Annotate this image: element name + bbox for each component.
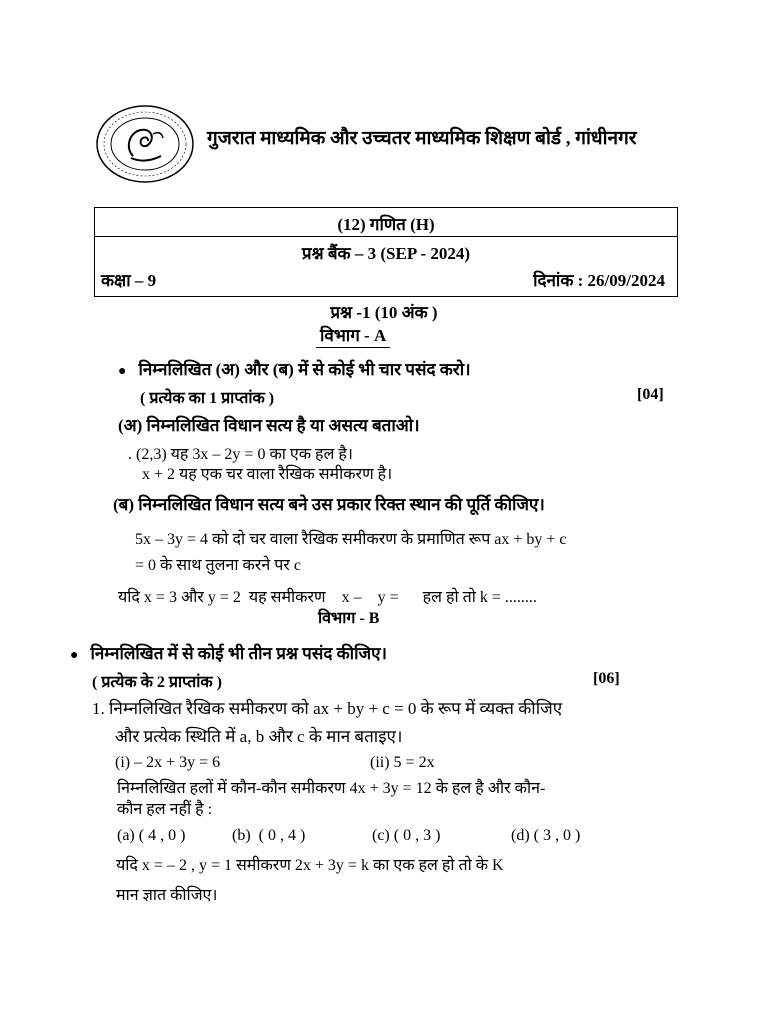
class-label: कक्षा – 9	[101, 271, 157, 290]
subject-title: (12) गणित (H)	[337, 215, 435, 234]
section-a-marks-total: [04]	[637, 386, 664, 403]
section-b-heading: विभाग - B	[318, 610, 380, 627]
question-option: (a) ( 4 , 0 )	[117, 827, 186, 844]
question-line: 1. निम्नलिखित रैखिक समीकरण को ax + by + c = 0 के रूप में व्यक्त कीजिए	[92, 699, 563, 718]
question-option: (b) ( 0 , 4 )	[232, 827, 306, 844]
part-b-heading: (ब) निम्नलिखित विधान सत्य बने उस प्रकार रिक्त स्थान की पूर्ति कीजिए।	[113, 495, 545, 514]
date-label: दिनांक : 26/09/2024	[533, 271, 665, 290]
board-seal-icon	[95, 104, 195, 184]
question-option: (i) – 2x + 3y = 6	[115, 754, 221, 771]
question-line: और प्रत्येक स्थिति में a, b और c के मान बताइए।	[115, 727, 403, 746]
section-a-instruction: ● निम्नलिखित (अ) और (ब) में से कोई भी चार पसंद करो।	[118, 360, 471, 379]
question-line: मान ज्ञात कीजिए।	[116, 887, 218, 904]
box-divider	[95, 236, 677, 237]
part-a-heading: (अ) निम्नलिखित विधान सत्य है या असत्य बताओ।	[118, 416, 420, 435]
question-option: (ii) 5 = 2x	[370, 754, 435, 771]
question-option: (c) ( 0 , 3 )	[372, 827, 441, 844]
question-title: प्रश्न -1 (10 अंक )	[330, 303, 438, 322]
bullet-icon: ●	[118, 364, 127, 379]
section-a-heading: विभाग - A	[316, 323, 390, 348]
section-b-marks-total: [06]	[593, 670, 620, 687]
section-b-marks-note: ( प्रत्येक के 2 प्राप्तांक )	[92, 674, 222, 691]
bullet-icon: ●	[70, 648, 79, 663]
section-b-instruction: ● निम्नलिखित में से कोई भी तीन प्रश्न पसंद कीजिए।	[70, 644, 387, 663]
part-a-item: . (2,3) यह 3x – 2y = 0 का एक हल है।	[128, 446, 353, 463]
question-line: कौन हल नहीं है :	[117, 801, 213, 818]
part-b-line: = 0 के साथ तुलना करने पर c	[135, 557, 301, 574]
part-a-item: x + 2 यह एक चर वाला रैखिक समीकरण है।	[142, 466, 393, 483]
section-a-marks-note: ( प्रत्येक का 1 प्राप्तांक )	[140, 390, 275, 407]
question-line: निम्नलिखित हलों में कौन-कौन समीकरण 4x + 3y = 12 के हल है और कौन-	[117, 780, 546, 797]
part-b-line: 5x – 3y = 4 को दो चर वाला रैखिक समीकरण के प्रमाणित रूप ax + by + c	[135, 531, 567, 548]
part-b-line: यदि x = 3 और y = 2 यह समीकरण x – y = हल हो तो k = ........	[118, 589, 537, 606]
board-logo	[95, 104, 195, 184]
board-title: गुजरात माध्यमिक और उच्चतर माध्यमिक शिक्षण बोर्ड , गांधीनगर	[207, 128, 637, 149]
question-bank-title: प्रश्न बैंक – 3 (SEP - 2024)	[301, 244, 471, 263]
info-box	[94, 207, 678, 297]
question-line: यदि x = – 2 , y = 1 समीकरण 2x + 3y = k का एक हल हो तो के K	[116, 857, 504, 874]
question-option: (d) ( 3 , 0 )	[511, 827, 581, 844]
